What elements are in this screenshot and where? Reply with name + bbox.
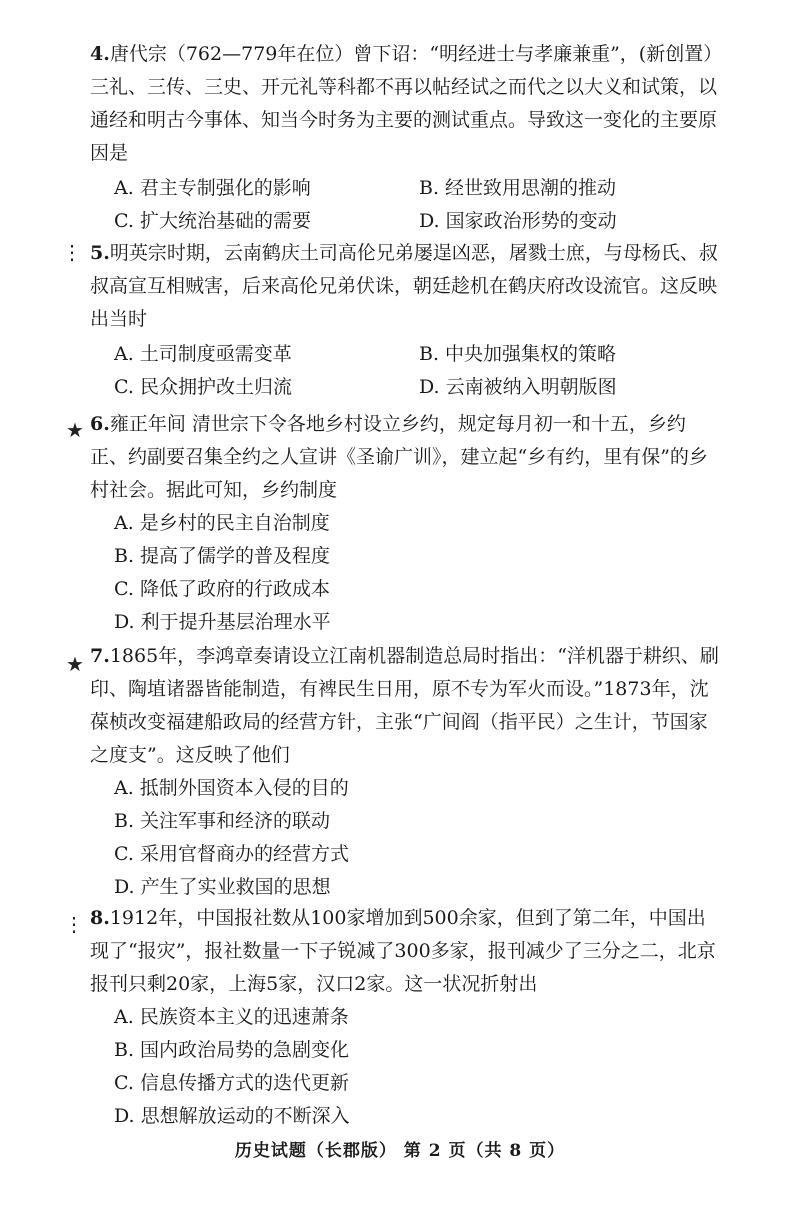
option-b: B. 国内政治局势的急剧变化 [114, 1039, 350, 1061]
star-mark-icon: ★ [66, 418, 84, 442]
option-c: C. 降低了政府的行政成本 [114, 578, 330, 600]
question-stem: 雍正年间 清世宗下令各地乡村设立乡约，规定每月初一和十五，乡约正、约副要召集全约之人宣讲《圣谕广训》，建立起“乡有约，里有保”的乡村社会。据此可知，乡约制度 [90, 413, 708, 501]
option-b: B. 提高了儒学的普及程度 [114, 545, 331, 567]
options [90, 772, 720, 904]
margin-dots-mark: ⋮ [62, 240, 82, 264]
question-stem: 明英宗时期，云南鹤庆土司高伦兄弟屡逞凶恶，屠戮士庶，与母杨氏、叔叔高宣互相贼害，后来高伦兄弟伏诛，朝廷趁机在鹤庆府改设流官。这反映出当时 [90, 242, 718, 330]
question-stem: 1865年，李鸿章奏请设立江南机器制造总局时指出：“洋机器于耕织、刷印、陶埴诸器皆能制造，有裨民生日用，原不专为军火而设。”1873年，沈葆桢改变福建船政局的经营方针，主张“广间阎（指平民）之生计，节国家之度支”。这反映了他们 [90, 645, 719, 766]
option-d: D. 利于提升基层治理水平 [114, 611, 331, 633]
option-b: B. 经世致用思潮的推动 [419, 177, 617, 199]
option-d: D. 云南被纳入明朝版图 [419, 376, 617, 398]
question-8 [90, 902, 720, 1133]
question-number: 8. [90, 907, 110, 929]
option-a: A. 君主专制强化的影响 [114, 177, 311, 199]
options [90, 172, 720, 238]
option-c: C. 信息传播方式的迭代更新 [114, 1072, 349, 1094]
option-c: C. 扩大统治基础的需要 [114, 210, 311, 232]
option-c: C. 民众拥护改土归流 [114, 376, 292, 398]
question-stem: 唐代宗（762—779年在位）曾下诏：“明经进士与孝廉兼重”，(新创置）三礼、三传、三史、开元礼等科都不再以帖经试之而代之以大义和试策，以通经和明古今事体、知当今时务为主要的测试重点。导致这一变化的主要原因是 [90, 43, 718, 164]
options [90, 1001, 720, 1133]
option-d: D. 产生了实业救国的思想 [114, 876, 331, 898]
question-5 [90, 237, 720, 404]
question-stem: 1912年，中国报社数从100家增加到500余家，但到了第二年，中国出现了“报灾”，报社数量一下子锐减了300多家，报刊减少了三分之二，北京报刊只剩20家，上海5家，汉口2家。这一状况折射出 [90, 907, 716, 995]
option-d: D. 国家政治形势的变动 [419, 210, 617, 232]
question-number: 4. [90, 43, 110, 65]
option-a: A. 抵制外国资本入侵的目的 [114, 777, 349, 799]
options [90, 507, 720, 639]
question-number: 6. [90, 413, 110, 435]
option-b: B. 关注军事和经济的联动 [114, 810, 331, 832]
question-7 [90, 640, 720, 904]
option-d: D. 思想解放运动的不断深入 [114, 1105, 350, 1127]
star-mark-icon: ★ [66, 652, 84, 676]
option-a: A. 是乡村的民主自治制度 [114, 512, 330, 534]
question-number: 7. [90, 645, 110, 667]
question-number: 5. [90, 242, 110, 264]
question-4 [90, 38, 720, 238]
option-a: A. 土司制度亟需变革 [114, 343, 292, 365]
option-c: C. 采用官督商办的经营方式 [114, 843, 349, 865]
options [90, 338, 720, 404]
question-6 [90, 408, 720, 639]
margin-dots-mark: ⋮ [64, 912, 84, 936]
page-footer: 历史试题（长郡版） 第 2 页（共 8 页） [234, 1141, 566, 1161]
option-b: B. 中央加强集权的策略 [419, 343, 617, 365]
option-a: A. 民族资本主义的迅速萧条 [114, 1006, 349, 1028]
